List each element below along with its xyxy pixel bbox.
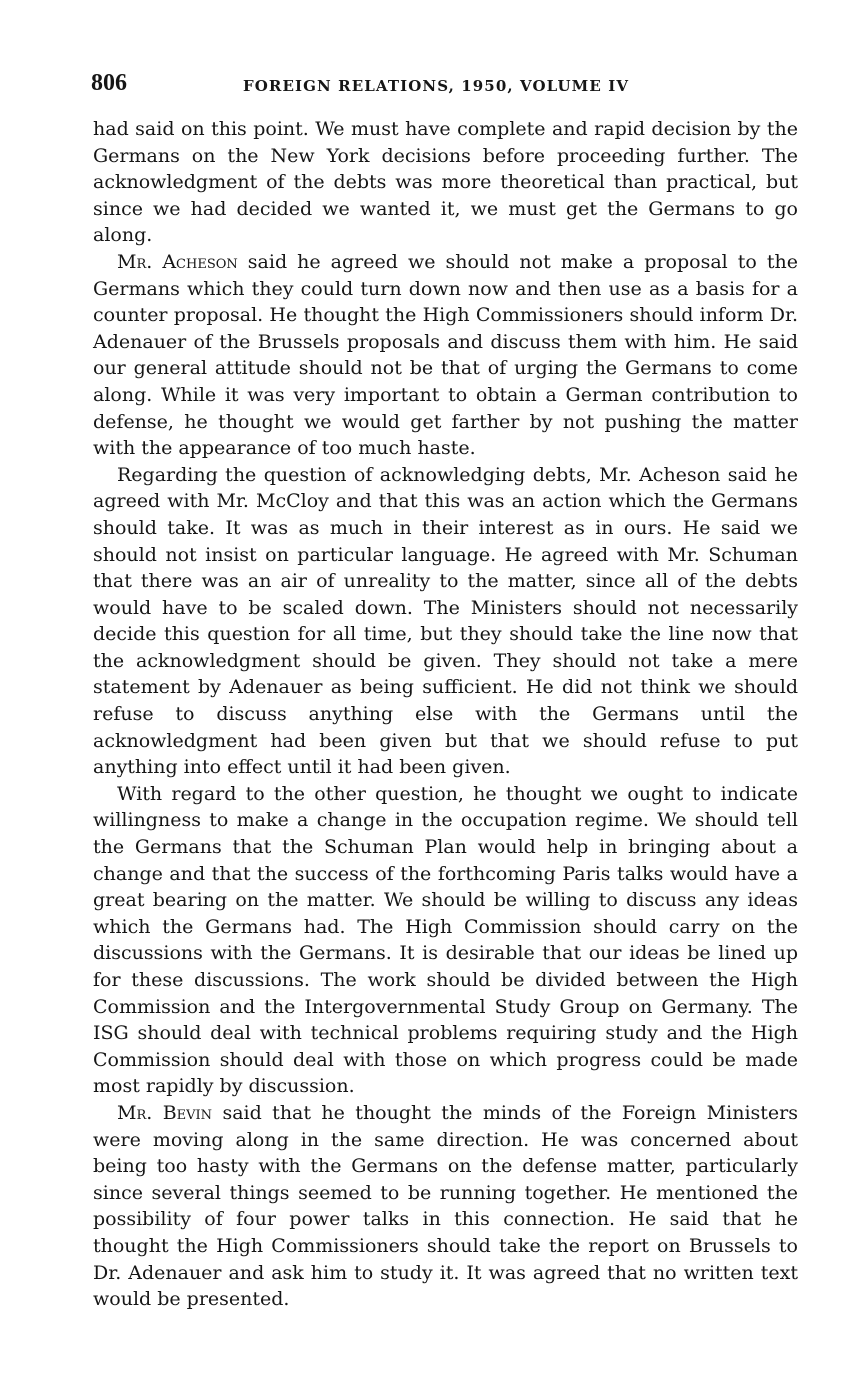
paragraph-3-text: Regarding the question of acknowledging debts, Mr. Acheson said he agreed with Mr. McCloy and that this was an action which the Germans should take. It was as much in their interest as in ours. He said we should not insist on particular language. He agreed with Mr. Schuman that there was an air of unreality to the matter, since all of the debts would have to be scaled down. The Ministers should not necessarily decide this question for all time, but they should take the line now that the acknowledgment should be given. They should not take a mere statement by Adenauer as being sufficient. He did not think we should refuse to discuss anything else with the Germans until the acknowledgment had been given but that we should refuse to put anything into effect until it had been given. [93,463,798,779]
body-text [93,116,798,1313]
paragraph-5 [93,1100,798,1313]
paragraph-3 [93,462,798,781]
paragraph-5-text: said that he thought the minds of the Foreign Ministers were moving along in the same direction. He was concerned about being too hasty with the Germans on the defense matter, particularly since several things seemed to be running together. He mentioned the possibility of four power talks in this connection. He said that he thought the High Commissioners should take the report on Brussels to Dr. Adenauer and ask him to study it. It was agreed that no written text would be presented. [93,1101,798,1311]
page-number: 806 [91,70,127,96]
paragraph-2 [93,249,798,462]
speaker-name: Mr. Bevin [117,1101,213,1124]
paragraph-1-text: had said on this point. We must have complete and rapid decision by the Germans on the New York decisions before proceeding further. The acknowledgment of the debts was more theoretical than practical, but since we had decided we wanted it, we must get the Germans to go along. [93,118,798,247]
paragraph-4 [93,781,798,1100]
speaker-name: Mr. Acheson [117,250,238,273]
page-header [91,68,801,102]
paragraph-2-text: said he agreed we should not make a proposal to the Germans which they could turn down now and then use as a basis for a counter proposal. He thought the High Commissioners should inform Dr. Adenauer of the Brussels proposals and discuss them with him. He said our general attitude should not be that of urging the Germans to come along. While it was very important to obtain a German contribution to defense, he thought we would get farther by not pushing the matter with the appearance of too much haste. [93,250,798,460]
paragraph-4-text: With regard to the other question, he thought we ought to indicate willingness to make a change in the occupation regime. We should tell the Germans that the Schuman Plan would help in bringing about a change and that the success of the forthcoming Paris talks would have a great bearing on the matter. We should be willing to discuss any ideas which the Germans had. The High Commission should carry on the discussions with the Germans. It is desirable that our ideas be lined up for these discussions. The work should be divided between the High Commission and the Intergovernmental Study Group on Germany. The ISG should deal with technical problems requiring study and the High Commission should deal with those on which progress could be made most rapidly by discussion. [93,782,798,1098]
paragraph-1 [93,116,798,249]
running-head: FOREIGN RELATIONS, 1950, VOLUME IV [243,77,630,95]
